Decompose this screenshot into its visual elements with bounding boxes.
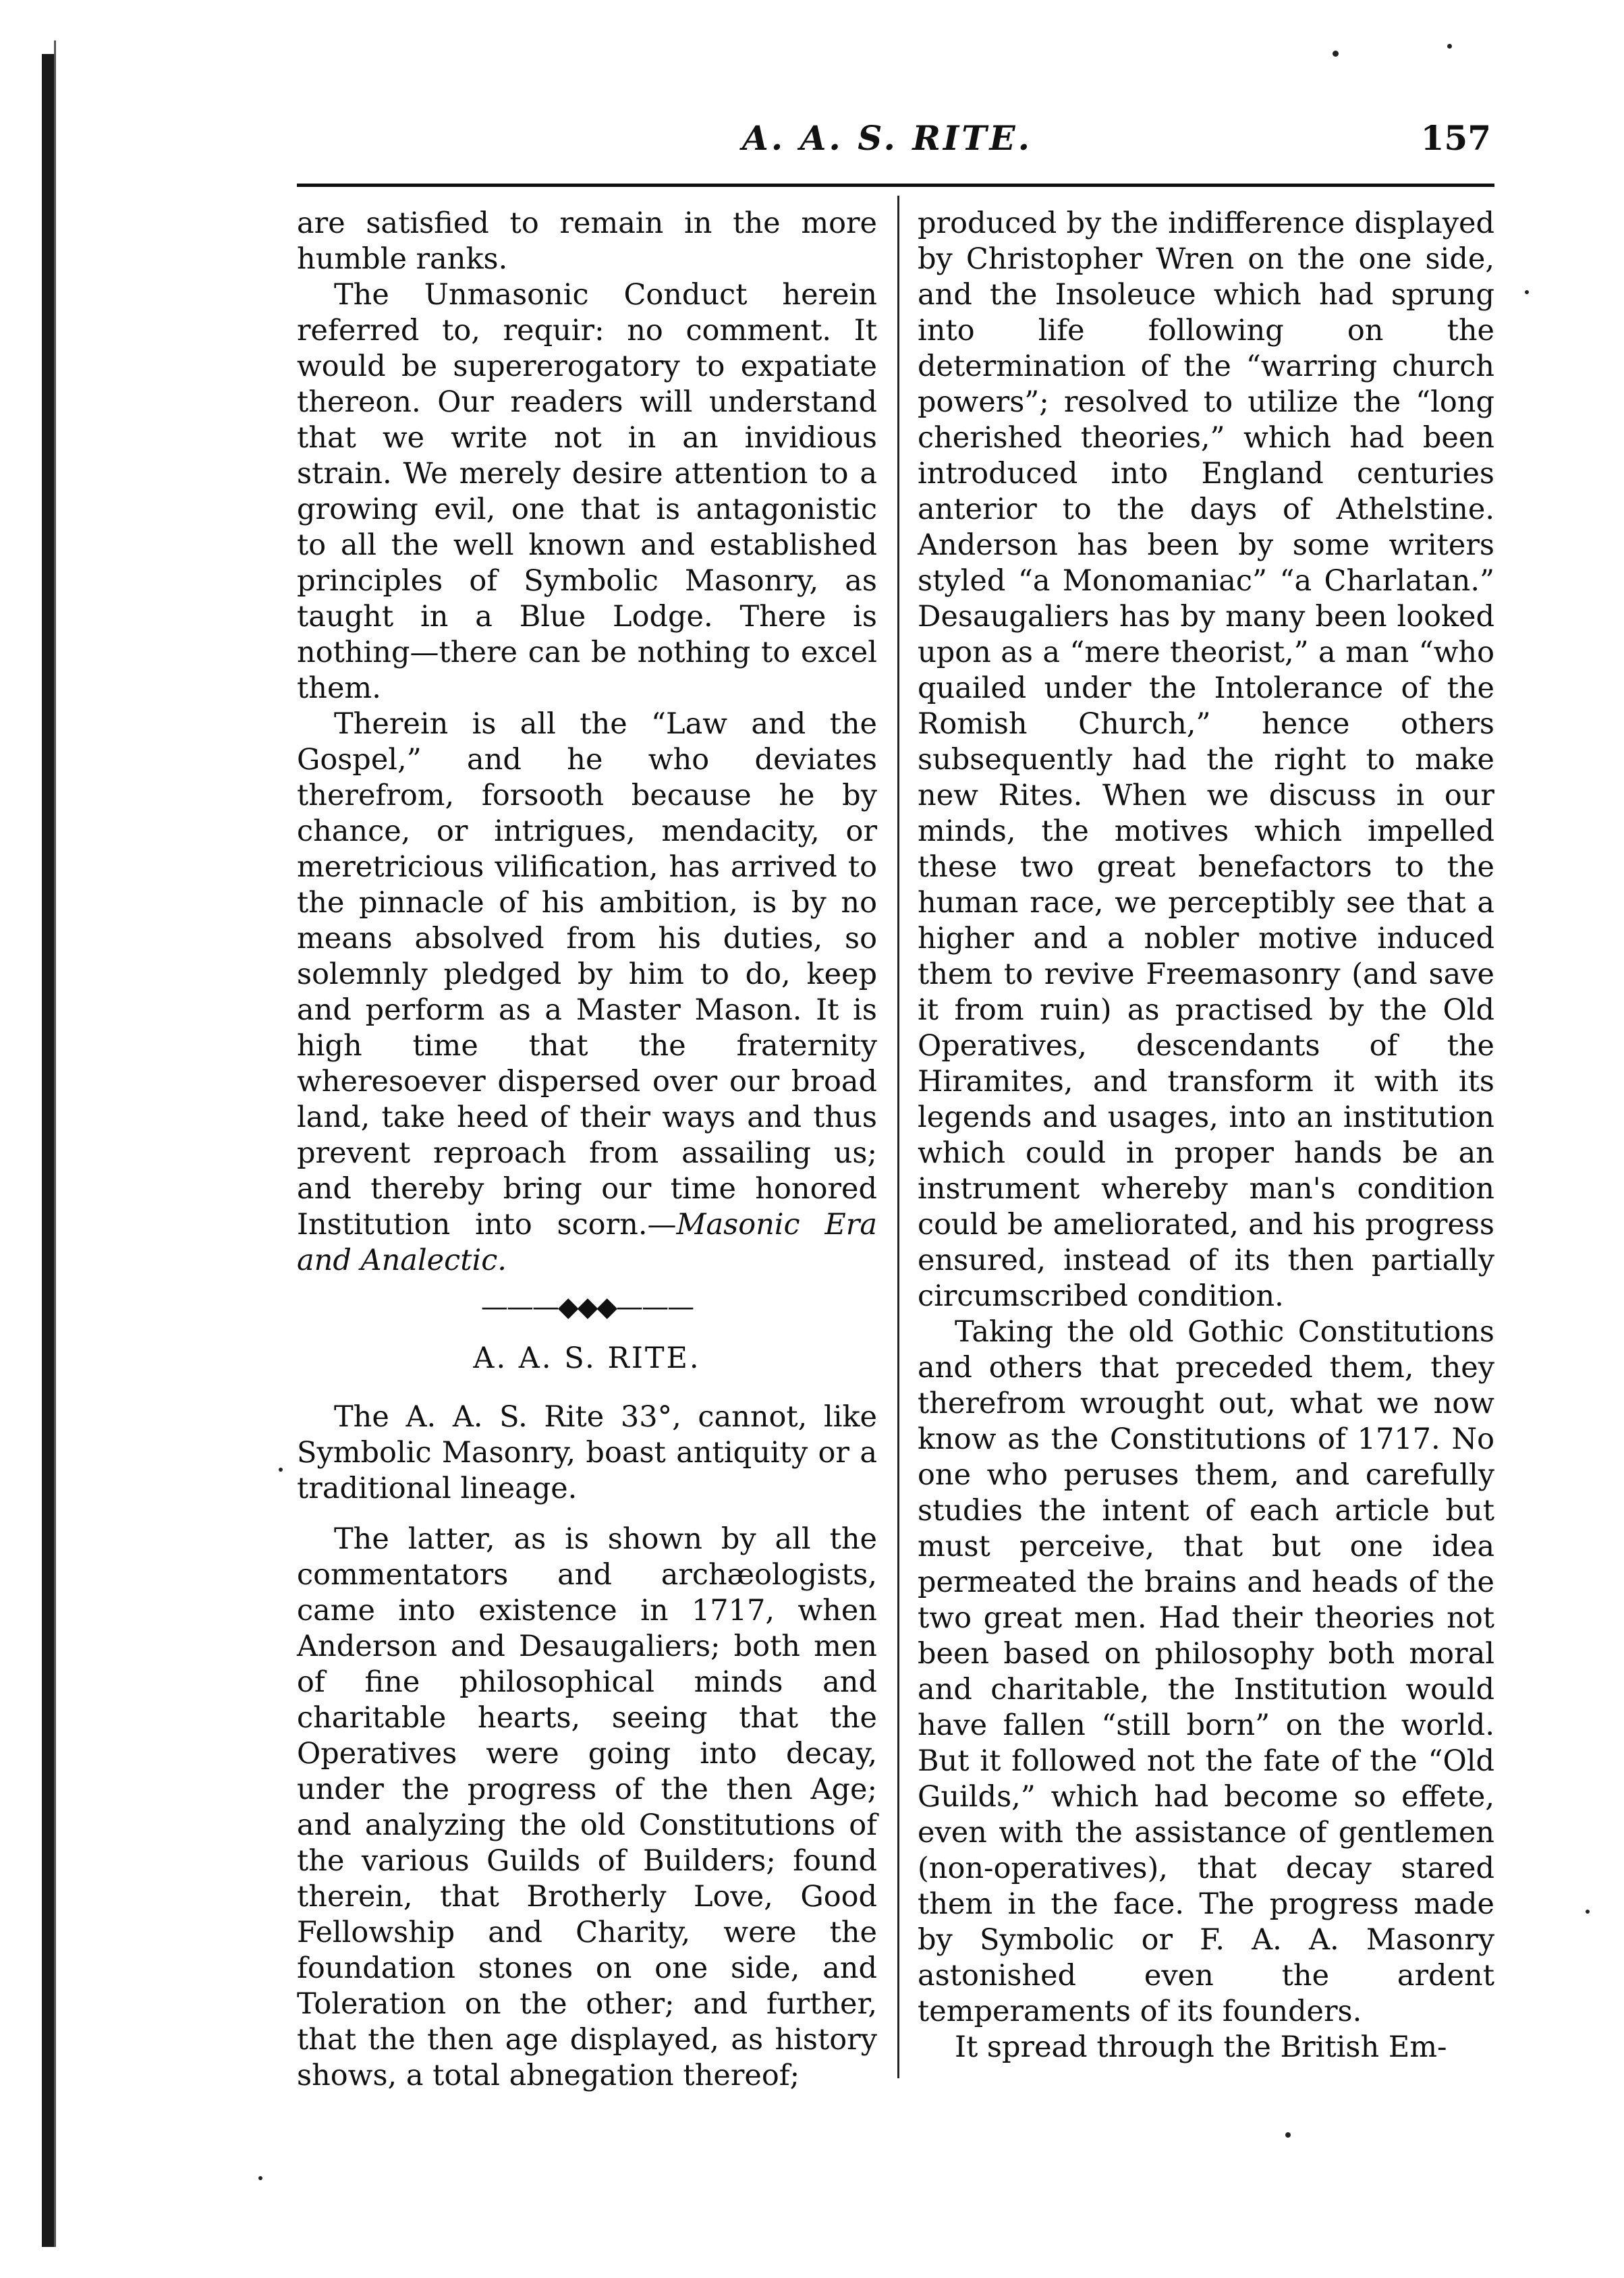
scan-speck [1525, 290, 1529, 294]
page-binding-edge [42, 54, 54, 2247]
section-heading: A. A. S. RITE. [473, 1341, 701, 1375]
paragraph-gap [297, 1507, 877, 1522]
scan-speck [1333, 51, 1339, 57]
right-paragraph-2: Taking the old Gothic Constitutions and others that preceded them, they therefrom wrought out, what we now know as the Constitutions of 1717. No one who peruses them, and carefully studies the intent of each article but must perceive, that but one idea permeated the brains and heads of the two great men. Had their theories not been based on philosophy both moral and charitable, the Institution would have fallen “still born” on the world. But it followed not the fate of the “Old Guilds,” which had become so effete, even with the assistance of gentlemen (non-operatives), that decay stared them in the face. The progress made by Symbolic or F. A. A. Masonry astonished even the ardent temperaments of its founders. [918, 1315, 1494, 2028]
right-paragraph-1: produced by the indifference displayed by Christopher Wren on the one side, and the Insoleuce which had sprung into life following on the determination of the “warring church powers”; resolved to utilize the “long cherished theories,” which had been introduced into England centuries anterior to the days of Athelstine. Anderson has been by some writers styled “a Monomaniac” “a Charlatan.” Desaugaliers has by many been looked upon as a “mere theorist,” a man “who quailed under the Intolerance of the Romish Church,” hence others subsequently had the right to make new Rites. When we discuss in our minds, the motives which impelled these two great benefactors to the human race, we perceptibly see that a higher and a nobler motive induced them to revive Freemasonry (and save it from ruin) as practised by the Old Operatives, descendants of the Hiramites, and transform it with its legends and usages, into an institution which could in proper hands be an instrument whereby man's condition could be ameliorated, and his progress ensured, instead of its then partially circumscribed condition. [918, 206, 1494, 1313]
page-number: 157 [1420, 118, 1491, 158]
header-rule [297, 184, 1494, 187]
source-attribution: Masonic Era and Analectic. [297, 1208, 877, 1277]
left-paragraph-4: The A. A. S. Rite 33°, cannot, like Symbolic Masonry, boast antiquity or a traditional lineage. [297, 1400, 877, 1505]
left-column [297, 206, 877, 2094]
scan-speck [279, 1468, 283, 1472]
left-paragraph-1: are satisfied to remain in the more humble ranks. [297, 206, 877, 276]
left-paragraph-5: The latter, as is shown by all the commentators and archæologists, came into existence in 1717, when Anderson and Desaugaliers; both men of fine philosophical minds and charitable hearts, seeing that the Operatives were going into decay, under the progress of the then Age; and analyzing the old Constitutions of the various Guilds of Builders; found therein, that Brotherly Love, Good Fellowship and Charity, were the foundation stones on one side, and Toleration on the other; and further, that the then age displayed, as history shows, a total abnegation thereof; [297, 1522, 877, 2092]
scan-speck [1447, 44, 1452, 49]
right-paragraph-3: It spread through the British Em- [955, 2030, 1447, 2064]
running-title: A. A. S. RITE. [742, 118, 1033, 158]
left-paragraph-3 [297, 706, 877, 1279]
page-header [297, 118, 1491, 165]
page-binding-shadow [54, 40, 56, 2247]
scan-speck [1586, 1910, 1590, 1914]
column-divider [897, 196, 899, 2078]
left-paragraph-3-text: Therein is all the “Law and the Gospel,” and he who deviates therefrom, forsooth because he by chance, or intrigues, mendacity, or meretricious vilification, has arrived to the pinnacle of his ambition, is by no means absolved from his duties, so solemnly pledged by him to do, keep and perform as a Master Mason. It is high time that the fraternity wheresoever dispersed over our broad land, take heed of their ways and thus prevent reproach from assailing us; and thereby bring our time honored Institution into scorn.— [297, 707, 877, 1242]
left-paragraph-2: The Unmasonic Conduct herein referred to, requir: no comment. It would be supererogatory to expatiate thereon. Our readers will understand that we write not in an invidious strain. We merely desire attention to a growing evil, one that is antagonistic to all the well known and established principles of Symbolic Masonry, as taught in a Blue Lodge. There is nothing—there can be nothing to excel them. [297, 278, 877, 705]
scan-speck [1285, 2132, 1291, 2138]
right-column [918, 206, 1494, 2065]
scan-speck [258, 2176, 262, 2180]
section-ornament: ———◆◆◆——— [480, 1291, 694, 1323]
